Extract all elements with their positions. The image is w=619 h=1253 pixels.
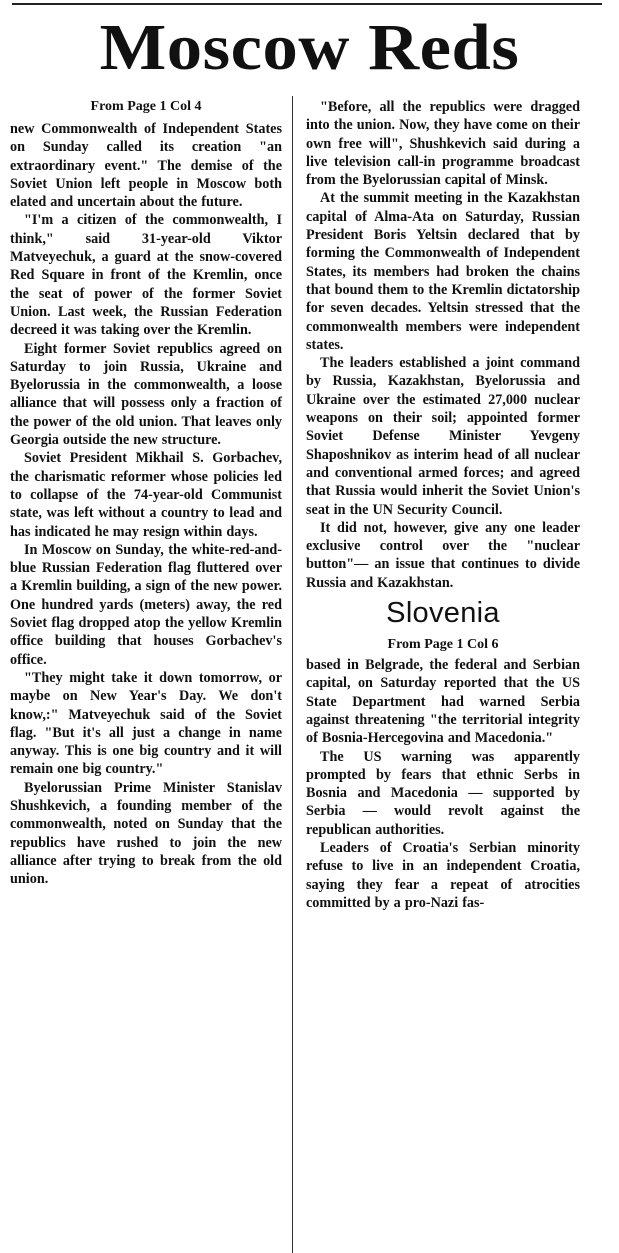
subhead-slovenia: Slovenia	[386, 597, 500, 630]
paragraph: Byelorussian Prime Minister Stanislav Shushkevich, a founding member of the commonwealth, noted on Sunday that the republics have rushed to join the new alliance after trying to break from the old union.	[10, 779, 282, 888]
paragraph: The US warning was apparently prompted by fears that ethnic Serbs in Bosnia and Macedonia — supported by Serbia — would revolt against the republican authorities.	[306, 748, 580, 838]
jump-line: From Page 1 Col 6	[387, 637, 499, 653]
paragraph: Eight former Soviet republics agreed on Saturday to join Russia, Ukraine and Byelorussia in the commonwealth, a loose alliance that will possess only a fraction of the power of the old union. That leaves only Georgia outside the new structure.	[10, 340, 282, 449]
paragraph: In Moscow on Sunday, the white-red-and-blue Russian Federation flag fluttered over a Kremlin building, a sign of the new power. One hundred yards (meters) away, the red Soviet flag dropped atop the yellow Kremlin office building that houses Gorbachev's office.	[10, 541, 282, 668]
paragraph: new Commonwealth of Independent States on Sunday called its creation "an extraordinary event." The demise of the Soviet Union left people in Moscow both elated and uncertain about the future.	[10, 121, 282, 211]
paragraph: "I'm a citizen of the commonwealth, I think," said 31-year-old Viktor Matveyechuk, a guard at the snow-covered Red Square in front of the Kremlin, once the seat of power of the former Soviet Union. Last week, the Russian Federation decreed it was taking over the Kremlin.	[10, 212, 282, 339]
left-column	[10, 98, 282, 888]
paragraph: At the summit meeting in the Kazakhstan capital of Alma-Ata on Saturday, Russian President Boris Yeltsin declared that by forming the Commonwealth of Independent States, its members had broken the chains that bound them to the Kremlin dictatorship for seven decades. Yeltsin stressed that the commonwealth members were independent states.	[306, 190, 580, 353]
paragraph: Leaders of Croatia's Serbian minority refuse to live in an independent Croatia, saying they fear a repeat of atrocities committed by a pro-Nazi fas-	[306, 839, 580, 911]
paragraph: based in Belgrade, the federal and Serbian capital, on Saturday reported that the US State Department had warned Serbia against threatening "the territorial integrity of Bosnia-Hercegovina and Macedonia."	[306, 657, 580, 747]
paragraph: It did not, however, give any one leader exclusive control over the "nuclear button"— an issue that continues to divide Russia and Kazakhstan.	[306, 519, 580, 591]
headline: Moscow Reds	[99, 11, 520, 84]
jump-line: From Page 1 Col 4	[90, 99, 202, 114]
column-divider	[292, 96, 293, 1253]
right-column	[306, 98, 580, 912]
paragraph: Soviet President Mikhail S. Gorbachev, the charismatic reformer whose policies led to collapse of the 74-year-old Communist state, was left without a country to lead and has indicated he may resign within days.	[10, 450, 282, 540]
paragraph: "Before, all the republics were dragged into the union. Now, they have come on their own free will", Shushkevich said during a live television call-in programme broadcast from the Byelorussian capital of Minsk.	[306, 99, 580, 189]
paragraph: The leaders established a joint command by Russia, Kazakhstan, Byelorussia and Ukraine over the estimated 27,000 nuclear weapons on their soil; appointed former Soviet Defense Minister Yevgeny Shaposhnikov as interim head of all nuclear and conventional armed forces; and agreed that Russia would inherit the Soviet Union's seat in the UN Security Council.	[306, 355, 580, 518]
paragraph: "They might take it down tomorrow, or maybe on New Year's Day. We don't know,:" Matveyechuk said of the Soviet flag. "But it's all just a change in name anyway. This is one big country and it will remain one big country."	[10, 669, 282, 778]
top-rule	[12, 3, 602, 5]
